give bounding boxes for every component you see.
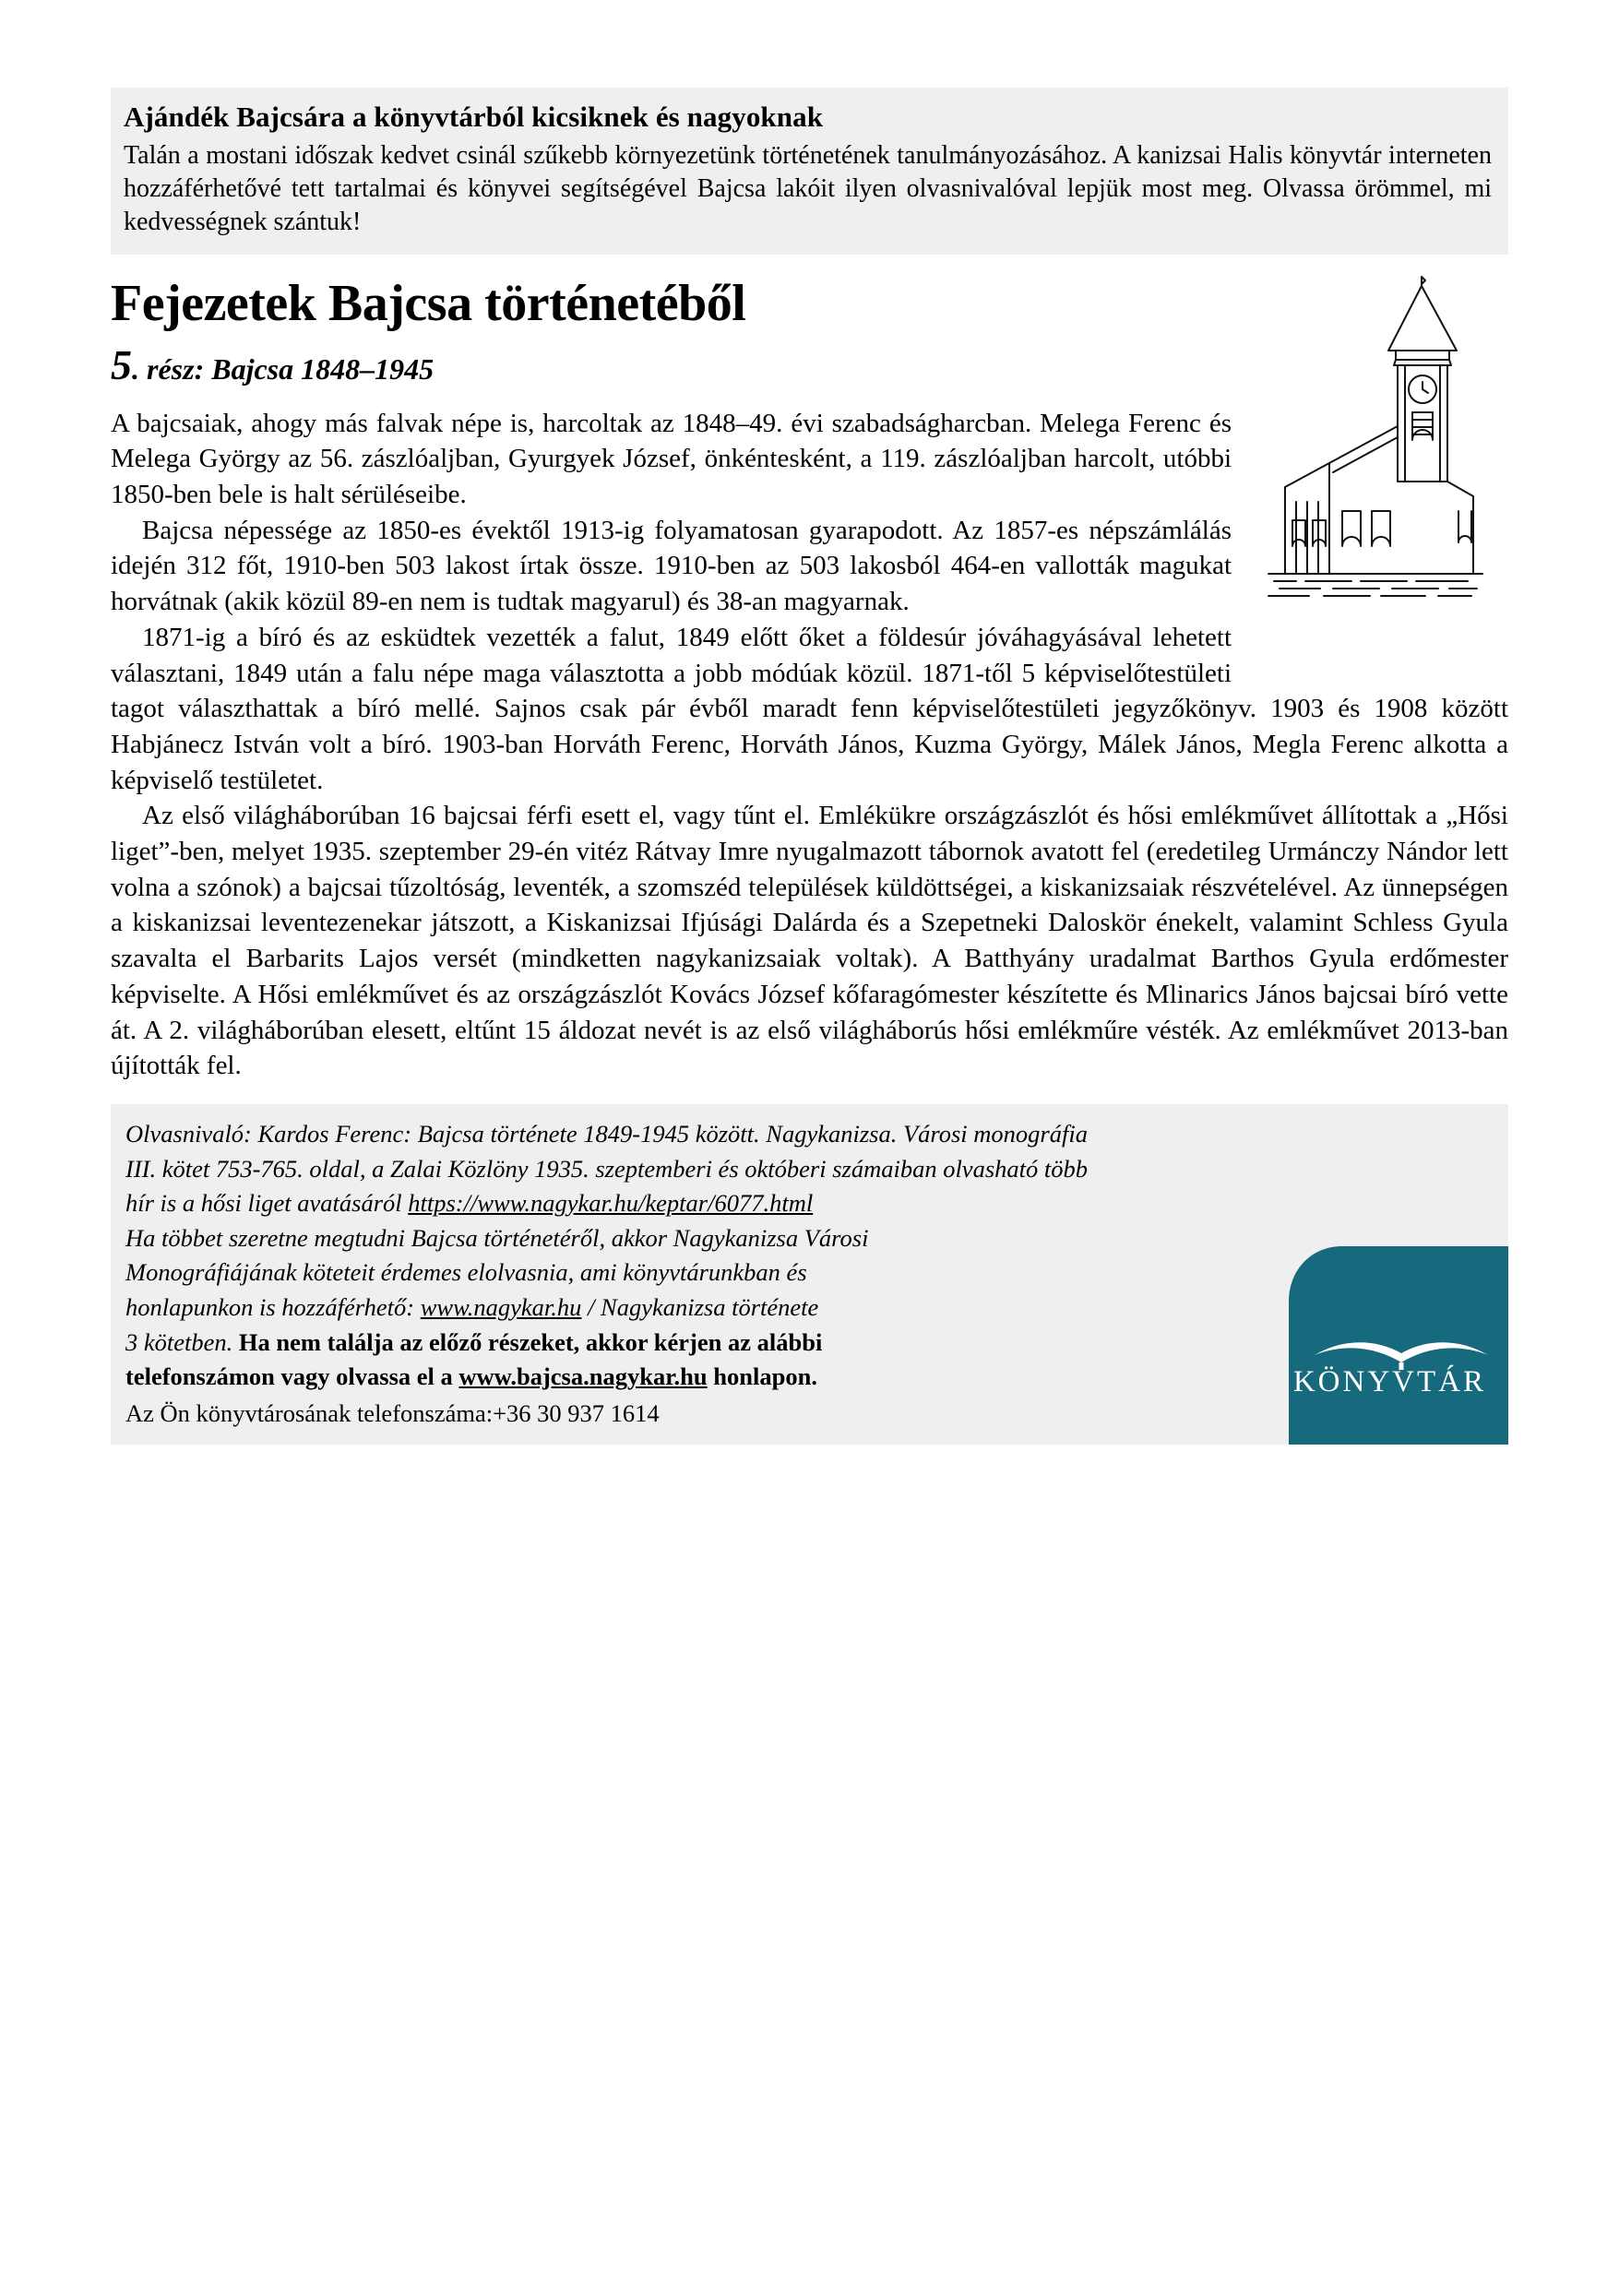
library-logo-text: KÖNYVTÁR [1292, 1364, 1486, 1398]
intro-box [111, 88, 1508, 255]
part-number: 5 [111, 340, 132, 388]
bajcsa-link[interactable]: www.bajcsa.nagykar.hu [458, 1362, 708, 1391]
subtitle-text: . rész: Bajcsa 1848–1945 [132, 351, 435, 386]
library-logo [1204, 1246, 1508, 1445]
paragraph-3: 1871-ig a bíró és az esküdtek vezették a falut, 1849 előtt őket a földesúr jóváhagyásával lehetett választani, 1849 után a falu népe maga választotta a jobb módúak közül. 1871-től 5 képviselőtestületi tagot választhattak a bíró mellé. Sajnos csak pár évből maradt fenn képviselőtestületi jegyzőkönyv. 1903 és 1908 között Habjánecz István volt a bíró. 1903-ban Horváth Ferenc, Horváth János, Kuzma György, Málek János, Megla Ferenc alkotta a képviselő testületet. [111, 622, 1508, 795]
more-line-4-bold: Ha nem találja az előző részeket, akkor kérjen az alábbi [238, 1327, 823, 1356]
paragraph-2: Bajcsa népessége az 1850-es évektől 1913-ig folyamatosan gyarapodott. Az 1857-es népszámlálás idején 312 főt, 1910-ben 503 lakost írtak össze. 1910-ben az 503 lakosból 464-en vallották magukat horvátnak (akik közül 89-en nem is tudtak magyarul) és 38-an magyarnak. [111, 515, 1232, 617]
article-header [111, 274, 1508, 389]
more-line-3-pre: honlapunkon is hozzáférhető: [125, 1293, 421, 1322]
reading-line-2: III. kötet 753-765. oldal, a Zalai Közlöny 1935. szeptemberi és októberi számaiban olvasható több [125, 1154, 1088, 1183]
paragraph-4: Az első világháborúban 16 bajcsai férfi esett el, vagy tűnt el. Emlékükre országzászlót és hősi emlékművet állítottak a „Hősi liget”-ben, melyet 1935. szeptember 29-én vitéz Rátvay Imre nyugalmazott tábornok avatott fel (eredetileg Urmánczy Nándor lett volna a szónok) a bajcsai tűzoltóság, leventék, a szomszéd települések küldöttségei, a kiskanizsaiak részvételével. Az ünnepségen a kiskanizsai leventezenekar játszott, a Kiskanizsai Ifjúsági Dalárda és a Szepetneki Daloskör énekelt, valamint Schless Gyula szavalta el Barbarits Lajos versét (mindketten nagykanizsaiak voltak). A Batthyány uradalmat Barthos Gyula erdőmester képviselte. A Hősi emlékművet és az országzászlót Kovács József kőfaragómester készítette és Mlinarics János bajcsai bíró vette át. A 2. világháborúban elesett, eltűnt 15 áldozat nevét is az első világháborús hősi emlékműre vésték. Az emlékművet 2013-ban újították fel. [111, 801, 1508, 1081]
intro-text: Talán a mostani időszak kedvet csinál szűkebb környezetünk történetének tanulmányozásához. A kanizsai Halis könyvtár interneten hozzáférhetővé tett tartalmai és könyvei segítségével Bajcsa lakóit ilyen olvasnivalóval lepjük most meg. Olvassa örömmel, mi kedvességnek szántuk! [124, 140, 1492, 237]
reading-line-1: Olvasnivaló: Kardos Ferenc: Bajcsa története 1849-1945 között. Nagykanizsa. Városi monográfia [125, 1119, 1088, 1148]
reading-line-3-text: hír is a hősi liget avatásáról [125, 1189, 409, 1218]
more-line-1: Ha többet szeretne megtudni Bajcsa történetéről, akkor Nagykanizsa Városi [125, 1223, 869, 1252]
more-line-4-pre: 3 kötetben. [125, 1327, 239, 1356]
more-line-3-post: / Nagykanizsa története [581, 1293, 819, 1322]
church-illustration [1241, 269, 1518, 629]
paragraph-1: A bajcsaiak, ahogy más falvak népe is, harcoltak az 1848–49. évi szabadságharcban. Melega Ferenc és Melega György az 56. zászlóaljban, Gyurgyek József, önkéntesként, a 119. zászlóaljban harcolt, utóbbi 1850-ben bele is halt sérüléseibe. [111, 408, 1232, 510]
keptar-link[interactable]: https://www.nagykar.hu/keptar/6077.html [408, 1189, 814, 1218]
more-line-5-post: honlapon. [707, 1362, 817, 1391]
reading-line-3 [125, 1186, 1492, 1221]
phone-line: Az Ön könyvtárosának telefonszáma:+36 30 937 1614 [125, 1398, 660, 1427]
more-line-5-pre: telefonszámon vagy olvassa el a [125, 1362, 459, 1391]
nagykar-link[interactable]: www.nagykar.hu [420, 1293, 582, 1322]
footer-box [111, 1104, 1508, 1445]
page-title: Fejezetek Bajcsa történetéből [111, 274, 746, 332]
intro-title: Ajándék Bajcsára a könyvtárból kicsiknek és nagyoknak [124, 101, 824, 133]
more-line-2: Monográfiájának köteteit érdemes elolvasnia, ami könyvtárunkban és [125, 1258, 807, 1287]
